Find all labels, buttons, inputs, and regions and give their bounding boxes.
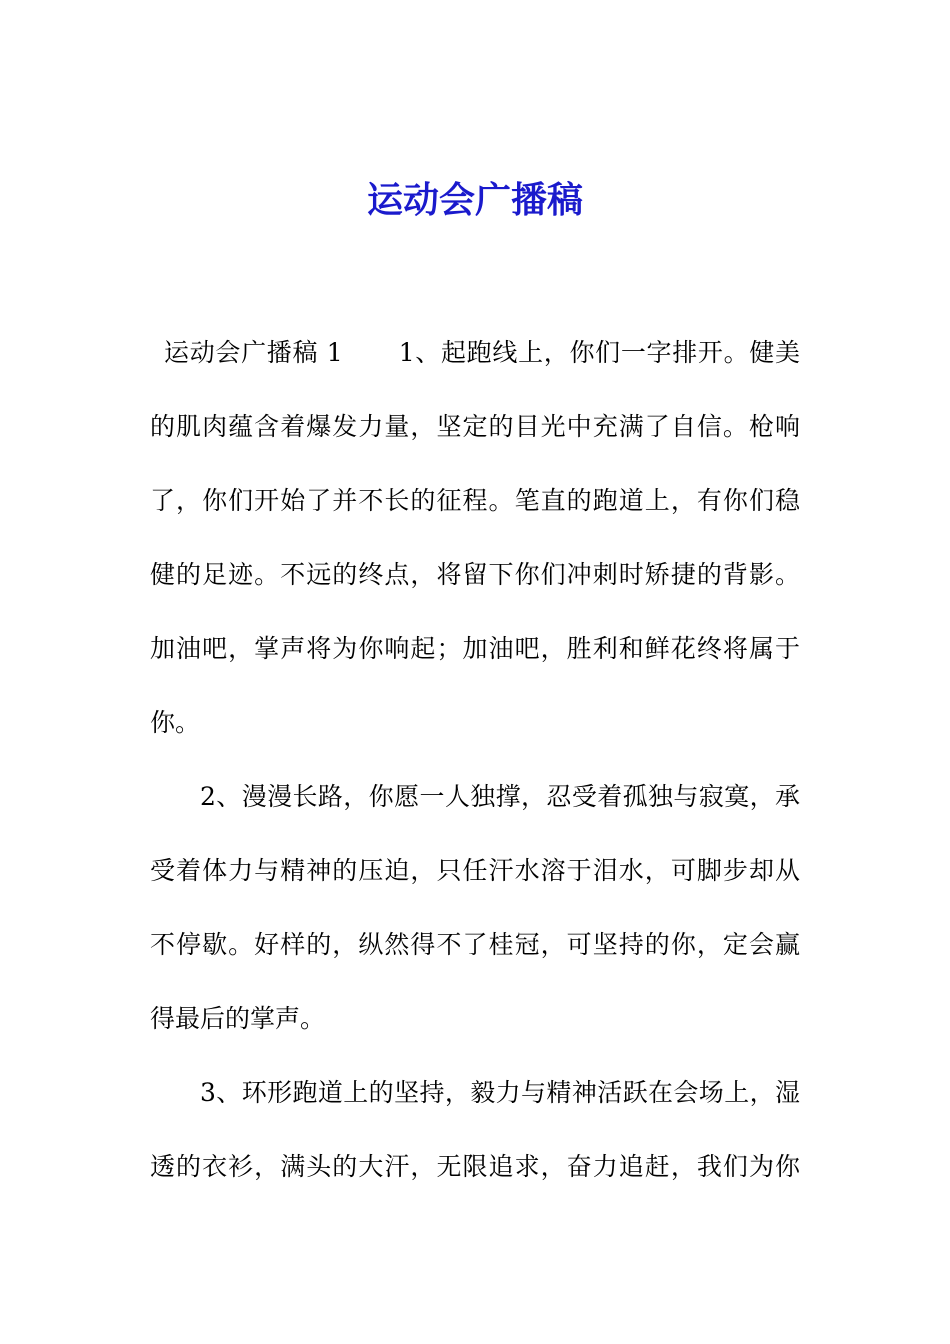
paragraph-line: 受着体力与精神的压迫，只任汗水溶于泪水，可脚步却从 [150, 856, 800, 885]
paragraph-line: 健的足迹。不远的终点，将留下你们冲刺时矫捷的背影。 [150, 560, 800, 589]
paragraph-line: 2、漫漫长路，你愿一人独撑，忍受着孤独与寂寞，承 [200, 782, 800, 811]
paragraph-line [150, 334, 800, 371]
paragraph-line: 了，你们开始了并不长的征程。笔直的跑道上，有你们稳 [150, 486, 800, 515]
section-heading: 运动会广播稿 1 [164, 338, 343, 367]
paragraph-line: 你。 [150, 708, 201, 737]
paragraph-3 [150, 1074, 800, 1185]
paragraph-line: 不停歇。好样的，纵然得不了桂冠，可坚持的你，定会赢 [150, 930, 800, 959]
paragraph-2 [150, 778, 800, 1037]
document-body [150, 334, 800, 1222]
line-text: 1、起跑线上，你们一字排开。健美 [398, 338, 800, 367]
paragraph-line: 的肌肉蕴含着爆发力量，坚定的目光中充满了自信。枪响 [150, 412, 800, 441]
paragraph-line: 得最后的掌声。 [150, 1004, 326, 1033]
document-title: 运动会广播稿 [366, 180, 583, 221]
paragraph-line: 加油吧，掌声将为你响起；加油吧，胜利和鲜花终将属于 [150, 634, 800, 663]
paragraph-line: 3、环形跑道上的坚持，毅力与精神活跃在会场上，湿 [200, 1078, 800, 1107]
paragraph-line: 透的衣衫，满头的大汗，无限追求，奋力追赶，我们为你 [150, 1152, 800, 1181]
paragraph-1 [150, 334, 800, 741]
